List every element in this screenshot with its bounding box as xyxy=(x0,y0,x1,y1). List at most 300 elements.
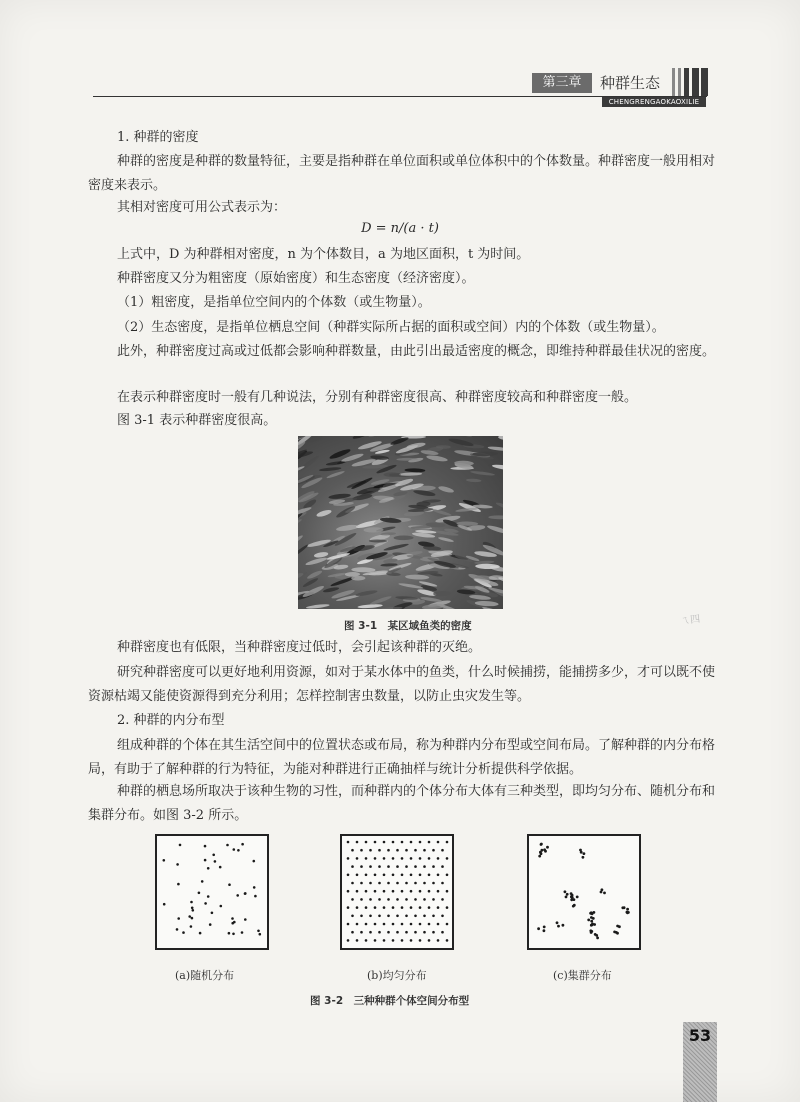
individual-dot xyxy=(351,898,354,901)
individual-dot xyxy=(410,874,413,877)
individual-dot xyxy=(356,841,359,844)
fish-shape xyxy=(314,551,329,558)
fish-shape xyxy=(302,577,319,588)
individual-dot xyxy=(383,939,386,942)
individual-dot xyxy=(423,849,426,852)
individual-dot xyxy=(241,931,244,934)
individual-dot xyxy=(441,898,444,901)
fish-shape xyxy=(495,501,503,513)
fish-shape xyxy=(384,472,401,477)
individual-dot xyxy=(351,915,354,918)
individual-dot xyxy=(593,911,596,914)
individual-dot xyxy=(204,845,207,848)
individual-dot xyxy=(544,850,547,853)
individual-dot xyxy=(396,849,399,852)
individual-dot xyxy=(446,890,449,893)
individual-dot xyxy=(441,915,444,918)
individual-dot xyxy=(378,931,381,934)
individual-dot xyxy=(179,844,182,847)
individual-dot xyxy=(356,906,359,909)
individual-dot xyxy=(347,857,350,860)
fish-shape xyxy=(433,591,451,597)
individual-dot xyxy=(211,912,214,915)
individual-dot xyxy=(428,906,431,909)
individual-dot xyxy=(351,931,354,934)
individual-dot xyxy=(228,883,231,886)
density-formula: D = n/(a · t) xyxy=(361,221,439,236)
individual-dot xyxy=(369,865,372,868)
individual-dot xyxy=(383,906,386,909)
individual-dot xyxy=(254,895,257,898)
individual-dot xyxy=(207,895,210,898)
individual-dot xyxy=(163,903,166,906)
individual-dot xyxy=(582,856,585,859)
individual-dot xyxy=(538,855,541,858)
individual-dot xyxy=(360,882,363,885)
individual-dot xyxy=(446,857,449,860)
individual-dot xyxy=(405,849,408,852)
individual-dot xyxy=(374,939,377,942)
individual-dot xyxy=(253,886,256,889)
individual-dot xyxy=(392,939,395,942)
individual-dot xyxy=(365,841,368,844)
individual-dot xyxy=(589,929,592,932)
individual-dot xyxy=(204,902,207,905)
individual-dot xyxy=(562,924,565,927)
individual-dot xyxy=(401,939,404,942)
individual-dot xyxy=(428,857,431,860)
individual-dot xyxy=(419,890,422,893)
individual-dot xyxy=(396,915,399,918)
individual-dot xyxy=(383,890,386,893)
individual-dot xyxy=(228,932,231,935)
fish-shape xyxy=(406,554,423,559)
individual-dot xyxy=(405,898,408,901)
individual-dot xyxy=(396,931,399,934)
individual-dot xyxy=(226,844,229,847)
individual-dot xyxy=(576,896,579,899)
individual-dot xyxy=(564,890,567,893)
paragraph: （2）生态密度，是指单位栖息空间（种群实际所占据的面积或空间）内的个体数（或生物量）。 xyxy=(117,320,665,335)
page-number: 53 xyxy=(688,1026,712,1045)
individual-dot xyxy=(423,865,426,868)
fish-shape xyxy=(316,509,332,518)
individual-dot xyxy=(590,911,593,914)
individual-dot xyxy=(428,923,431,926)
individual-dot xyxy=(414,898,417,901)
individual-dot xyxy=(374,857,377,860)
individual-dot xyxy=(176,863,179,866)
individual-dot xyxy=(356,939,359,942)
individual-dot xyxy=(410,906,413,909)
paragraph: 种群的密度是种群的数量特征，主要是指种群在单位面积或单位体积中的个体数量。种群密度一般用相对密度来表示。 xyxy=(88,154,716,193)
individual-dot xyxy=(401,890,404,893)
individual-dot xyxy=(537,927,540,930)
fish-shape xyxy=(426,454,448,462)
individual-dot xyxy=(182,931,185,934)
fish-shape xyxy=(466,478,482,482)
individual-dot xyxy=(405,882,408,885)
fish-shape xyxy=(363,527,383,533)
individual-dot xyxy=(401,923,404,926)
individual-dot xyxy=(441,882,444,885)
paragraph: 其相对密度可用公式表示为： xyxy=(117,200,287,215)
individual-dot xyxy=(365,923,368,926)
individual-dot xyxy=(414,931,417,934)
individual-dot xyxy=(428,841,431,844)
fish-shape xyxy=(305,556,328,566)
individual-dot xyxy=(374,906,377,909)
individual-dot xyxy=(437,857,440,860)
fish-shape xyxy=(351,567,375,572)
individual-dot xyxy=(437,890,440,893)
individual-dot xyxy=(441,849,444,852)
individual-dot xyxy=(163,859,166,862)
individual-dot xyxy=(236,894,239,897)
header-decoration-bars xyxy=(672,68,708,96)
individual-dot xyxy=(207,867,210,870)
individual-dot xyxy=(347,906,350,909)
individual-dot xyxy=(423,882,426,885)
individual-dot xyxy=(387,898,390,901)
individual-dot xyxy=(219,866,222,869)
fish-shape xyxy=(438,485,455,494)
individual-dot xyxy=(392,923,395,926)
chapter-badge: 第三章 xyxy=(532,73,592,93)
individual-dot xyxy=(419,857,422,860)
individual-dot xyxy=(594,933,597,936)
individual-dot xyxy=(410,923,413,926)
fish-shape xyxy=(335,505,356,520)
fish-shape xyxy=(326,460,346,466)
fish-shape xyxy=(367,436,387,438)
fish-shape xyxy=(319,467,342,472)
individual-dot xyxy=(351,849,354,852)
individual-dot xyxy=(192,909,195,912)
fish-shape xyxy=(383,543,409,552)
individual-dot xyxy=(351,865,354,868)
paragraph: 在表示种群密度时一般有几种说法，分别有种群密度很高、种群密度较高和种群密度一般。 xyxy=(117,390,638,405)
paragraph: 种群密度也有低限，当种群密度过低时，会引起该种群的灭绝。 xyxy=(117,640,482,655)
individual-dot xyxy=(543,926,546,929)
individual-dot xyxy=(356,890,359,893)
fish-shape xyxy=(456,436,473,438)
individual-dot xyxy=(543,929,546,932)
individual-dot xyxy=(201,880,204,883)
individual-dot xyxy=(392,874,395,877)
fish-shape xyxy=(394,535,414,540)
individual-dot xyxy=(401,906,404,909)
fish-shape xyxy=(369,595,392,606)
fish-shape xyxy=(404,468,425,472)
individual-dot xyxy=(360,915,363,918)
fish-shape xyxy=(398,582,423,589)
individual-dot xyxy=(356,923,359,926)
individual-dot xyxy=(392,906,395,909)
paragraph: 图 3-1 表示种群密度很高。 xyxy=(117,413,277,428)
individual-dot xyxy=(176,928,179,931)
individual-dot xyxy=(383,857,386,860)
individual-dot xyxy=(233,921,236,924)
individual-dot xyxy=(410,939,413,942)
individual-dot xyxy=(356,874,359,877)
individual-dot xyxy=(396,865,399,868)
individual-dot xyxy=(405,865,408,868)
individual-dot xyxy=(446,939,449,942)
individual-dot xyxy=(437,923,440,926)
individual-dot xyxy=(204,859,207,862)
individual-dot xyxy=(365,906,368,909)
individual-dot xyxy=(198,892,201,895)
individual-dot xyxy=(428,874,431,877)
series-pinyin: CHENGRENGAOKAOXILIE xyxy=(602,97,706,107)
subcaption-uniform: (b)均匀分布 xyxy=(367,969,427,982)
individual-dot xyxy=(241,843,244,846)
individual-dot xyxy=(383,841,386,844)
individual-dot xyxy=(177,883,180,886)
individual-dot xyxy=(423,915,426,918)
subcaption-random: (a)随机分布 xyxy=(175,969,235,982)
individual-dot xyxy=(437,906,440,909)
individual-dot xyxy=(347,874,350,877)
individual-dot xyxy=(414,882,417,885)
fish-shape xyxy=(488,515,503,519)
individual-dot xyxy=(557,925,560,928)
fish-shape xyxy=(475,564,500,570)
paragraph: 组成种群的个体在其生活空间中的位置状态或布局，称为种群内分布型或空间布局。了解种群的内分布格局，有助于了解种群的行为特征，为能对种群进行正确抽样与统计分析提供科学依据。 xyxy=(88,738,716,777)
individual-dot xyxy=(190,925,193,928)
individual-dot xyxy=(347,939,350,942)
individual-dot xyxy=(374,874,377,877)
individual-dot xyxy=(387,882,390,885)
individual-dot xyxy=(177,917,180,920)
individual-dot xyxy=(257,930,260,933)
fish-shape xyxy=(355,589,378,597)
individual-dot xyxy=(233,848,236,851)
individual-dot xyxy=(410,841,413,844)
individual-dot xyxy=(378,865,381,868)
fish-shape xyxy=(306,538,331,548)
individual-dot xyxy=(587,919,590,922)
individual-dot xyxy=(565,896,568,899)
individual-dot xyxy=(365,874,368,877)
fish-shape xyxy=(390,436,410,446)
individual-dot xyxy=(191,907,194,910)
individual-dot xyxy=(347,923,350,926)
section-1-heading: 1. 种群的密度 xyxy=(117,130,199,145)
individual-dot xyxy=(583,852,586,855)
individual-dot xyxy=(244,918,247,921)
individual-dot xyxy=(369,849,372,852)
individual-dot xyxy=(365,890,368,893)
fish-shape xyxy=(498,436,503,441)
fish-shape xyxy=(306,569,323,580)
fish-shape xyxy=(380,532,396,536)
fish-shape xyxy=(432,508,452,516)
individual-dot xyxy=(540,843,543,846)
paragraph: 上式中，D 为种群相对密度，n 为个体数目，a 为地区面积，t 为时间。 xyxy=(117,247,530,262)
individual-dot xyxy=(214,860,217,863)
individual-dot xyxy=(360,931,363,934)
individual-dot xyxy=(437,939,440,942)
individual-dot xyxy=(374,923,377,926)
individual-dot xyxy=(231,917,234,920)
fish-shape xyxy=(486,524,503,535)
individual-dot xyxy=(603,892,606,895)
individual-dot xyxy=(401,841,404,844)
individual-dot xyxy=(441,931,444,934)
fish-shape xyxy=(380,563,397,567)
individual-dot xyxy=(191,917,194,920)
individual-dot xyxy=(419,923,422,926)
individual-dot xyxy=(446,841,449,844)
individual-dot xyxy=(378,849,381,852)
fish-shape xyxy=(357,604,382,609)
fish-shape xyxy=(326,470,345,479)
individual-dot xyxy=(396,882,399,885)
individual-dot xyxy=(432,915,435,918)
individual-dot xyxy=(401,857,404,860)
individual-dot xyxy=(432,931,435,934)
individual-dot xyxy=(566,893,569,896)
individual-dot xyxy=(220,905,223,908)
individual-dot xyxy=(410,857,413,860)
individual-dot xyxy=(419,841,422,844)
individual-dot xyxy=(360,898,363,901)
individual-dot xyxy=(237,849,240,852)
individual-dot xyxy=(378,915,381,918)
fish-shape xyxy=(352,436,374,440)
individual-dot xyxy=(414,849,417,852)
individual-dot xyxy=(414,915,417,918)
individual-dot xyxy=(347,841,350,844)
individual-dot xyxy=(405,931,408,934)
fish-shape xyxy=(399,472,422,476)
individual-dot xyxy=(401,874,404,877)
individual-dot xyxy=(437,841,440,844)
individual-dot xyxy=(190,901,193,904)
paragraph: 此外，种群密度过高或过低都会影响种群数量，由此引出最适密度的概念，即维持种群最佳状况的密度。 xyxy=(117,344,716,359)
individual-dot xyxy=(360,849,363,852)
individual-dot xyxy=(590,920,593,923)
individual-dot xyxy=(347,890,350,893)
individual-dot xyxy=(405,915,408,918)
individual-dot xyxy=(396,898,399,901)
figure-3-2-caption: 图 3-2 三种种群个体空间分布型 xyxy=(310,995,470,1007)
individual-dot xyxy=(546,846,549,849)
individual-dot xyxy=(432,849,435,852)
individual-dot xyxy=(591,923,594,926)
individual-dot xyxy=(616,932,619,935)
individual-dot xyxy=(590,916,593,919)
individual-dot xyxy=(601,888,604,891)
individual-dot xyxy=(623,906,626,909)
individual-dot xyxy=(573,898,576,901)
fish-school-photo xyxy=(298,436,503,609)
fish-shape xyxy=(488,446,503,452)
individual-dot xyxy=(199,932,202,935)
individual-dot xyxy=(441,865,444,868)
individual-dot xyxy=(369,898,372,901)
individual-dot xyxy=(423,898,426,901)
individual-dot xyxy=(378,898,381,901)
individual-dot xyxy=(540,852,543,855)
individual-dot xyxy=(423,931,426,934)
individual-dot xyxy=(383,874,386,877)
fish-shape xyxy=(298,544,309,558)
individual-dot xyxy=(596,937,599,940)
individual-dot xyxy=(432,882,435,885)
individual-dot xyxy=(556,921,559,924)
uniform-distribution-box xyxy=(340,834,454,950)
individual-dot xyxy=(428,939,431,942)
individual-dot xyxy=(369,931,372,934)
paragraph: 研究种群密度可以更好地利用资源，如对于某水体中的鱼类，什么时候捕捞，能捕捞多少，才可以既不使资源枯竭又能使资源得到充分利用；怎样控制害虫数量，以防止虫灾发生等。 xyxy=(88,665,716,704)
individual-dot xyxy=(410,890,413,893)
paragraph: （1）粗密度，是指单位空间内的个体数（或生物量）。 xyxy=(117,295,431,310)
section-2-heading: 2. 种群的内分布型 xyxy=(117,713,225,728)
individual-dot xyxy=(419,906,422,909)
individual-dot xyxy=(437,874,440,877)
fish-shape xyxy=(470,470,495,476)
fish-shape xyxy=(306,603,330,609)
individual-dot xyxy=(378,882,381,885)
fish-shape xyxy=(416,501,430,506)
individual-dot xyxy=(253,860,256,863)
individual-dot xyxy=(369,882,372,885)
individual-dot xyxy=(446,923,449,926)
fish-shape xyxy=(336,524,359,532)
individual-dot xyxy=(387,865,390,868)
individual-dot xyxy=(188,915,191,918)
individual-dot xyxy=(360,865,363,868)
fish-shape xyxy=(457,589,476,595)
individual-dot xyxy=(626,908,629,911)
paragraph: 种群的栖息场所取决于该种生物的习性，而种群内的个体分布大体有三种类型，即均匀分布、随机分布和集群分布。如图 3-2 所示。 xyxy=(88,784,716,823)
individual-dot xyxy=(392,857,395,860)
paragraph: 种群密度又分为粗密度（原始密度）和生态密度（经济密度）。 xyxy=(117,271,475,286)
individual-dot xyxy=(387,931,390,934)
individual-dot xyxy=(259,933,262,936)
fish-shape xyxy=(298,518,303,529)
individual-dot xyxy=(374,841,377,844)
individual-dot xyxy=(387,849,390,852)
clumped-distribution-box xyxy=(527,834,641,950)
individual-dot xyxy=(446,874,449,877)
individual-dot xyxy=(432,898,435,901)
individual-dot xyxy=(356,857,359,860)
individual-dot xyxy=(374,890,377,893)
individual-dot xyxy=(419,874,422,877)
individual-dot xyxy=(383,923,386,926)
individual-dot xyxy=(572,905,575,908)
individual-dot xyxy=(627,911,630,914)
individual-dot xyxy=(209,923,212,926)
individual-dot xyxy=(392,890,395,893)
individual-dot xyxy=(387,915,390,918)
individual-dot xyxy=(580,851,583,854)
individual-dot xyxy=(616,925,619,928)
random-distribution-box xyxy=(155,834,269,950)
individual-dot xyxy=(432,865,435,868)
individual-dot xyxy=(244,892,247,895)
individual-dot xyxy=(369,915,372,918)
individual-dot xyxy=(232,933,235,936)
individual-dot xyxy=(419,939,422,942)
fish-shape xyxy=(405,574,429,580)
subcaption-clumped: (c)集群分布 xyxy=(553,969,612,982)
individual-dot xyxy=(365,939,368,942)
